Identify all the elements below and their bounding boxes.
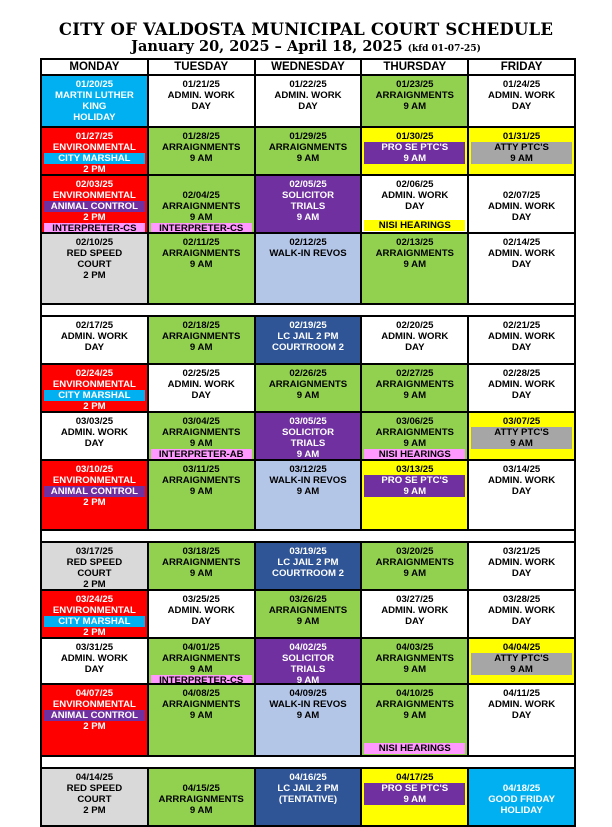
event-text: 9 AM xyxy=(189,342,213,353)
cell-text: 02/14/25 xyxy=(502,237,541,248)
day-header-wednesday: WEDNESDAY xyxy=(256,60,363,76)
day-header-thursday: THURSDAY xyxy=(362,60,469,76)
event-text: DAY xyxy=(511,390,532,401)
event-text: LC JAIL 2 PM xyxy=(277,783,339,794)
cell-text: 02/24/25 xyxy=(75,368,114,379)
event-text: LC JAIL 2 PM xyxy=(277,557,339,568)
event-text: SOLICITOR xyxy=(281,190,335,201)
cell-text: 04/02/25 xyxy=(289,642,327,653)
cell-text: 01/29/25 xyxy=(289,131,327,142)
day-cell xyxy=(149,639,256,685)
cell-text: 03/18/25 xyxy=(182,546,220,557)
event-text: 9 AM xyxy=(296,616,320,627)
cell-text: 03/26/25 xyxy=(289,594,327,605)
event-text: DAY xyxy=(511,259,532,270)
day-cell xyxy=(149,234,256,305)
event-text: RED SPEED xyxy=(66,248,123,259)
cell-text: 02/05/25 xyxy=(289,179,327,190)
event-text: 2 PM xyxy=(83,579,106,590)
day-cell xyxy=(149,769,256,827)
event-text: 2 PM xyxy=(83,212,106,223)
event-text: DAY xyxy=(405,201,425,212)
event-text: 2 PM xyxy=(83,805,106,816)
event-tag: PRO SE PTC'S xyxy=(364,783,465,794)
day-cell xyxy=(469,76,576,128)
event-text: 2 PM xyxy=(83,401,106,412)
event-text: DAY xyxy=(511,342,532,353)
event-text: 9 AM xyxy=(296,153,320,164)
event-text: DAY xyxy=(511,101,532,112)
event-text: WALK-IN REVOS xyxy=(269,248,347,259)
event-text: GOOD FRIDAY xyxy=(488,794,555,805)
event-text: COURT xyxy=(77,568,112,579)
event-text: DAY xyxy=(405,342,425,353)
week-separator xyxy=(42,305,576,317)
event-text: ADMIN. WORK xyxy=(381,190,449,201)
event-text: ADMIN. WORK xyxy=(274,90,342,101)
cell-text: 03/07/25 xyxy=(502,416,541,427)
event-text: 9 AM xyxy=(189,486,213,497)
cell-text: 02/07/25 xyxy=(502,190,541,201)
day-cell xyxy=(149,685,256,757)
cell-text xyxy=(151,179,252,190)
cell-text: 02/17/25 xyxy=(75,320,114,331)
cell-text: 03/03/25 xyxy=(75,416,114,427)
event-text: ARRAIGNMENTS xyxy=(162,557,241,568)
event-text: 9 AM xyxy=(403,259,427,270)
event-tag: CITY MARSHAL xyxy=(44,390,145,401)
event-text: ARRAIGNMENTS xyxy=(162,653,241,664)
page-subtitle xyxy=(0,38,612,55)
event-tag: INTERPRETER-CS xyxy=(44,223,145,234)
event-tag: 9 AM xyxy=(471,153,572,164)
day-cell xyxy=(149,176,256,234)
cell-text: 04/03/25 xyxy=(396,642,434,653)
event-text: ADMIN. WORK xyxy=(381,331,449,342)
event-text: SOLICITOR xyxy=(281,653,335,664)
cell-text: 04/16/25 xyxy=(289,772,327,783)
event-text: DAY xyxy=(511,212,532,223)
event-text: COURT xyxy=(77,794,112,805)
day-cell xyxy=(149,365,256,413)
event-text: 9 AM xyxy=(296,675,320,685)
event-text: ARRAIGNMENTS xyxy=(162,331,241,342)
event-text: ARRAIGNMENTS xyxy=(268,605,348,616)
day-cell xyxy=(362,128,469,176)
cell-text xyxy=(471,772,572,783)
cell-text: 03/28/25 xyxy=(502,594,541,605)
event-text: HOLIDAY xyxy=(73,112,116,123)
cell-text: 03/13/25 xyxy=(396,464,434,475)
cell-text: 02/12/25 xyxy=(289,237,327,248)
day-cell xyxy=(362,76,469,128)
event-tag: 9 AM xyxy=(364,153,465,164)
event-tag: INTERPRETER-CS xyxy=(151,675,252,685)
event-text: WALK-IN REVOS xyxy=(269,699,347,710)
event-text: (TENTATIVE) xyxy=(278,794,338,805)
day-cell xyxy=(256,639,363,685)
event-text: ARRRAIGNMENTS xyxy=(158,794,244,805)
day-cell xyxy=(362,461,469,531)
event-text: ADMIN. WORK xyxy=(381,605,449,616)
event-tag: ANIMAL CONTROL xyxy=(44,201,145,212)
event-text: 9 AM xyxy=(189,212,213,223)
event-text: ARRAIGNMENTS xyxy=(162,142,241,153)
event-text: 9 AM xyxy=(189,153,213,164)
cell-text: 03/31/25 xyxy=(75,642,114,653)
event-text: RED SPEED xyxy=(66,783,123,794)
event-text: DAY xyxy=(511,710,532,721)
event-text: 9 AM xyxy=(403,101,427,112)
event-text: 2 PM xyxy=(83,164,106,175)
day-cell xyxy=(362,769,469,827)
event-tag: 9 AM xyxy=(471,664,572,675)
event-text: ADMIN. WORK xyxy=(167,90,235,101)
event-text: MARTIN LUTHER xyxy=(54,90,134,101)
day-cell xyxy=(42,685,149,757)
event-text: COURTROOM 2 xyxy=(272,342,344,353)
day-cell xyxy=(256,769,363,827)
cell-text: 02/20/25 xyxy=(396,320,434,331)
day-cell xyxy=(42,591,149,639)
cell-text: 01/20/25 xyxy=(75,79,114,90)
page-title: CITY OF VALDOSTA MUNICIPAL COURT SCHEDULE xyxy=(58,20,554,39)
day-cell xyxy=(469,543,576,591)
event-text: 9 AM xyxy=(189,805,213,816)
event-text: 9 AM xyxy=(403,390,427,401)
cell-text: 04/09/25 xyxy=(289,688,327,699)
event-tag: 9 AM xyxy=(364,794,465,805)
event-text: ADMIN. WORK xyxy=(488,557,556,568)
event-text: 9 AM xyxy=(403,568,427,579)
event-text: ARRAIGNMENTS xyxy=(375,557,454,568)
event-text: ENVIRONMENTAL xyxy=(52,699,136,710)
event-text: ARRAIGNMENTS xyxy=(268,142,348,153)
event-text: TRIALS xyxy=(290,201,326,212)
day-cell xyxy=(469,234,576,305)
cell-text: 03/24/25 xyxy=(75,594,114,605)
cell-text: 01/31/25 xyxy=(502,131,541,142)
day-cell xyxy=(42,461,149,531)
day-cell xyxy=(42,543,149,591)
event-text: DAY xyxy=(84,438,105,449)
day-cell xyxy=(256,76,363,128)
day-cell xyxy=(469,639,576,685)
cell-text: 01/23/25 xyxy=(396,79,434,90)
event-text: DAY xyxy=(405,616,425,627)
cell-text: 02/13/25 xyxy=(396,237,434,248)
day-cell xyxy=(362,591,469,639)
event-text: ARRAIGNMENTS xyxy=(268,379,348,390)
event-text: 9 AM xyxy=(296,486,320,497)
event-text: DAY xyxy=(84,664,105,675)
event-text: ARRAIGNMENTS xyxy=(375,653,454,664)
day-cell xyxy=(256,413,363,461)
day-cell xyxy=(42,76,149,128)
day-cell xyxy=(362,639,469,685)
day-cell xyxy=(149,413,256,461)
week-separator xyxy=(42,757,576,769)
event-text: 2 PM xyxy=(83,721,106,732)
event-text: ADMIN. WORK xyxy=(60,653,128,664)
event-tag: CITY MARSHAL xyxy=(44,153,145,164)
event-text: 9 AM xyxy=(403,438,427,449)
cell-text: 04/04/25 xyxy=(502,642,541,653)
day-cell xyxy=(149,76,256,128)
event-text: ADMIN. WORK xyxy=(488,379,556,390)
day-cell xyxy=(256,461,363,531)
event-text: ADMIN. WORK xyxy=(60,331,128,342)
day-cell xyxy=(42,413,149,461)
day-cell xyxy=(469,413,576,461)
cell-text: 03/04/25 xyxy=(182,416,220,427)
event-text: DAY xyxy=(511,486,532,497)
day-cell xyxy=(256,128,363,176)
event-text: KING xyxy=(82,101,107,112)
day-cell xyxy=(362,234,469,305)
event-tag: INTERPRETER-AB xyxy=(151,449,252,460)
event-text: ENVIRONMENTAL xyxy=(52,190,136,201)
cell-text: 04/10/25 xyxy=(396,688,434,699)
cell-text: 04/15/25 xyxy=(182,783,220,794)
event-text: 9 AM xyxy=(189,438,213,449)
week-separator xyxy=(42,531,576,543)
event-text: COURTROOM 2 xyxy=(272,568,344,579)
cell-text: 04/08/25 xyxy=(182,688,220,699)
event-text: ADMIN. WORK xyxy=(488,699,556,710)
event-tag: ATTY PTC'S xyxy=(471,142,572,153)
cell-text: 02/27/25 xyxy=(396,368,434,379)
cell-text: 03/21/25 xyxy=(502,546,541,557)
cell-text: 02/10/25 xyxy=(75,237,114,248)
day-cell xyxy=(42,365,149,413)
day-cell xyxy=(256,234,363,305)
event-text: RED SPEED xyxy=(66,557,123,568)
cell-text: 02/18/25 xyxy=(182,320,220,331)
cell-text: 02/06/25 xyxy=(396,179,434,190)
day-cell xyxy=(149,317,256,365)
event-text: ADMIN. WORK xyxy=(60,427,128,438)
event-text: 9 AM xyxy=(296,449,320,460)
cell-text: 02/21/25 xyxy=(502,320,541,331)
date-range: January 20, 2025 – April 18, 2025 xyxy=(131,38,403,55)
cell-text: 03/25/25 xyxy=(182,594,220,605)
day-cell xyxy=(149,128,256,176)
cell-text: 04/18/25 xyxy=(502,783,541,794)
event-text: LC JAIL 2 PM xyxy=(277,331,339,342)
event-text: ENVIRONMENTAL xyxy=(52,475,136,486)
event-text: ADMIN. WORK xyxy=(488,475,556,486)
event-tag: PRO SE PTC'S xyxy=(364,475,465,486)
day-cell xyxy=(469,365,576,413)
cell-text: 01/27/25 xyxy=(75,131,114,142)
event-tag: ANIMAL CONTROL xyxy=(44,486,145,497)
event-text: DAY xyxy=(84,342,105,353)
day-cell xyxy=(256,365,363,413)
event-text: ADMIN. WORK xyxy=(488,248,556,259)
event-text: HOLIDAY xyxy=(500,805,543,816)
cell-text: 01/24/25 xyxy=(502,79,541,90)
event-tag: INTERPRETER-CS xyxy=(151,223,252,234)
day-cell xyxy=(256,176,363,234)
cell-text: 03/14/25 xyxy=(502,464,541,475)
event-text: ARRAIGNMENTS xyxy=(162,699,241,710)
event-text: ARRAIGNMENTS xyxy=(375,379,454,390)
cell-text: 04/14/25 xyxy=(75,772,114,783)
event-text: 9 AM xyxy=(296,212,320,223)
day-cell xyxy=(362,413,469,461)
cell-text: 01/22/25 xyxy=(289,79,327,90)
day-cell xyxy=(42,639,149,685)
event-tag: PRO SE PTC'S xyxy=(364,142,465,153)
day-cell xyxy=(149,461,256,531)
day-cell xyxy=(42,234,149,305)
cell-text: 03/06/25 xyxy=(396,416,434,427)
event-text: 9 AM xyxy=(189,664,213,675)
event-text: DAY xyxy=(511,568,532,579)
event-text: DAY xyxy=(191,101,211,112)
event-text: ARRAIGNMENTS xyxy=(162,248,241,259)
event-text: WALK-IN REVOS xyxy=(269,475,347,486)
cell-text: 03/12/25 xyxy=(289,464,327,475)
event-text: ARRAIGNMENTS xyxy=(375,248,454,259)
event-text: 9 AM xyxy=(403,664,427,675)
event-text: COURT xyxy=(77,259,112,270)
event-text: 2 PM xyxy=(83,497,106,508)
cell-text: 03/19/25 xyxy=(289,546,327,557)
cell-text: 02/03/25 xyxy=(75,179,114,190)
day-cell xyxy=(149,591,256,639)
event-text: 9 AM xyxy=(296,710,320,721)
event-text: ADMIN. WORK xyxy=(488,605,556,616)
event-text: 9 AM xyxy=(189,259,213,270)
event-text: 9 AM xyxy=(403,710,427,721)
day-cell xyxy=(469,685,576,757)
cell-text: 03/11/25 xyxy=(182,464,220,475)
day-cell xyxy=(362,317,469,365)
revision-note: (kfd 01-07-25) xyxy=(407,44,481,54)
cell-text: 04/01/25 xyxy=(182,642,220,653)
day-cell xyxy=(256,317,363,365)
event-text: 9 AM xyxy=(296,390,320,401)
event-tag: NISI HEARINGS xyxy=(364,220,465,231)
event-text: 2 PM xyxy=(83,270,106,281)
event-text: ARRAIGNMENTS xyxy=(162,475,241,486)
day-cell xyxy=(362,176,469,234)
day-cell xyxy=(149,543,256,591)
day-cell xyxy=(256,591,363,639)
event-text: ADMIN. WORK xyxy=(167,379,235,390)
event-text: DAY xyxy=(191,390,211,401)
day-cell xyxy=(42,176,149,234)
event-tag: ANIMAL CONTROL xyxy=(44,710,145,721)
event-text: ADMIN. WORK xyxy=(167,605,235,616)
event-text: 2 PM xyxy=(83,627,106,638)
event-tag: ATTY PTC'S xyxy=(471,653,572,664)
event-text: TRIALS xyxy=(290,438,326,449)
day-header-monday: MONDAY xyxy=(42,60,149,76)
day-cell xyxy=(469,176,576,234)
event-text: SOLICITOR xyxy=(281,427,335,438)
day-cell xyxy=(469,461,576,531)
event-text: ARRAIGNMENTS xyxy=(375,699,454,710)
event-text: ADMIN. WORK xyxy=(488,331,556,342)
day-cell xyxy=(42,128,149,176)
event-text: ADMIN. WORK xyxy=(488,90,556,101)
event-text: DAY xyxy=(298,101,318,112)
day-cell xyxy=(362,685,469,757)
day-cell xyxy=(256,543,363,591)
event-text: DAY xyxy=(191,616,211,627)
cell-text: 03/17/25 xyxy=(75,546,114,557)
day-cell xyxy=(362,543,469,591)
event-text: 9 AM xyxy=(189,710,213,721)
event-text: ARRAIGNMENTS xyxy=(162,201,241,212)
cell-text: 03/20/25 xyxy=(396,546,434,557)
day-cell xyxy=(42,769,149,827)
event-text: ARRAIGNMENTS xyxy=(375,90,454,101)
event-tag: ATTY PTC'S xyxy=(471,427,572,438)
event-tag: 9 AM xyxy=(364,486,465,497)
event-text: ARRAIGNMENTS xyxy=(162,427,241,438)
day-cell xyxy=(362,365,469,413)
cell-text: 01/21/25 xyxy=(182,79,220,90)
event-text: ENVIRONMENTAL xyxy=(52,605,136,616)
cell-text: 02/28/25 xyxy=(502,368,541,379)
day-header-tuesday: TUESDAY xyxy=(149,60,256,76)
event-text: ENVIRONMENTAL xyxy=(52,379,136,390)
event-text: ENVIRONMENTAL xyxy=(52,142,136,153)
event-text: DAY xyxy=(511,616,532,627)
schedule-calendar xyxy=(40,58,576,827)
event-tag: 9 AM xyxy=(471,438,572,449)
event-tag: NISI HEARINGS xyxy=(364,743,465,754)
cell-text: 02/11/25 xyxy=(182,237,220,248)
cell-text: 02/04/25 xyxy=(182,190,220,201)
event-tag: CITY MARSHAL xyxy=(44,616,145,627)
day-cell xyxy=(469,317,576,365)
cell-text: 04/07/25 xyxy=(75,688,114,699)
event-tag: NISI HEARINGS xyxy=(364,449,465,460)
cell-text: 03/27/25 xyxy=(396,594,434,605)
event-text: ADMIN. WORK xyxy=(488,201,556,212)
day-cell xyxy=(469,591,576,639)
event-text: 9 AM xyxy=(189,568,213,579)
cell-text: 03/10/25 xyxy=(75,464,114,475)
cell-text: 02/26/25 xyxy=(289,368,327,379)
cell-text xyxy=(471,179,572,190)
cell-text: 04/11/25 xyxy=(503,688,540,699)
cell-text: 02/19/25 xyxy=(289,320,327,331)
cell-text xyxy=(151,772,252,783)
day-cell xyxy=(42,317,149,365)
event-text: TRIALS xyxy=(290,664,326,675)
day-header-friday: FRIDAY xyxy=(469,60,576,76)
cell-text: 01/30/25 xyxy=(396,131,434,142)
day-cell xyxy=(256,685,363,757)
cell-text: 04/17/25 xyxy=(396,772,434,783)
cell-text: 01/28/25 xyxy=(182,131,220,142)
cell-text: 02/25/25 xyxy=(182,368,220,379)
event-text: ARRAIGNMENTS xyxy=(375,427,454,438)
cell-text: 03/05/25 xyxy=(289,416,327,427)
day-cell xyxy=(469,769,576,827)
day-cell xyxy=(469,128,576,176)
